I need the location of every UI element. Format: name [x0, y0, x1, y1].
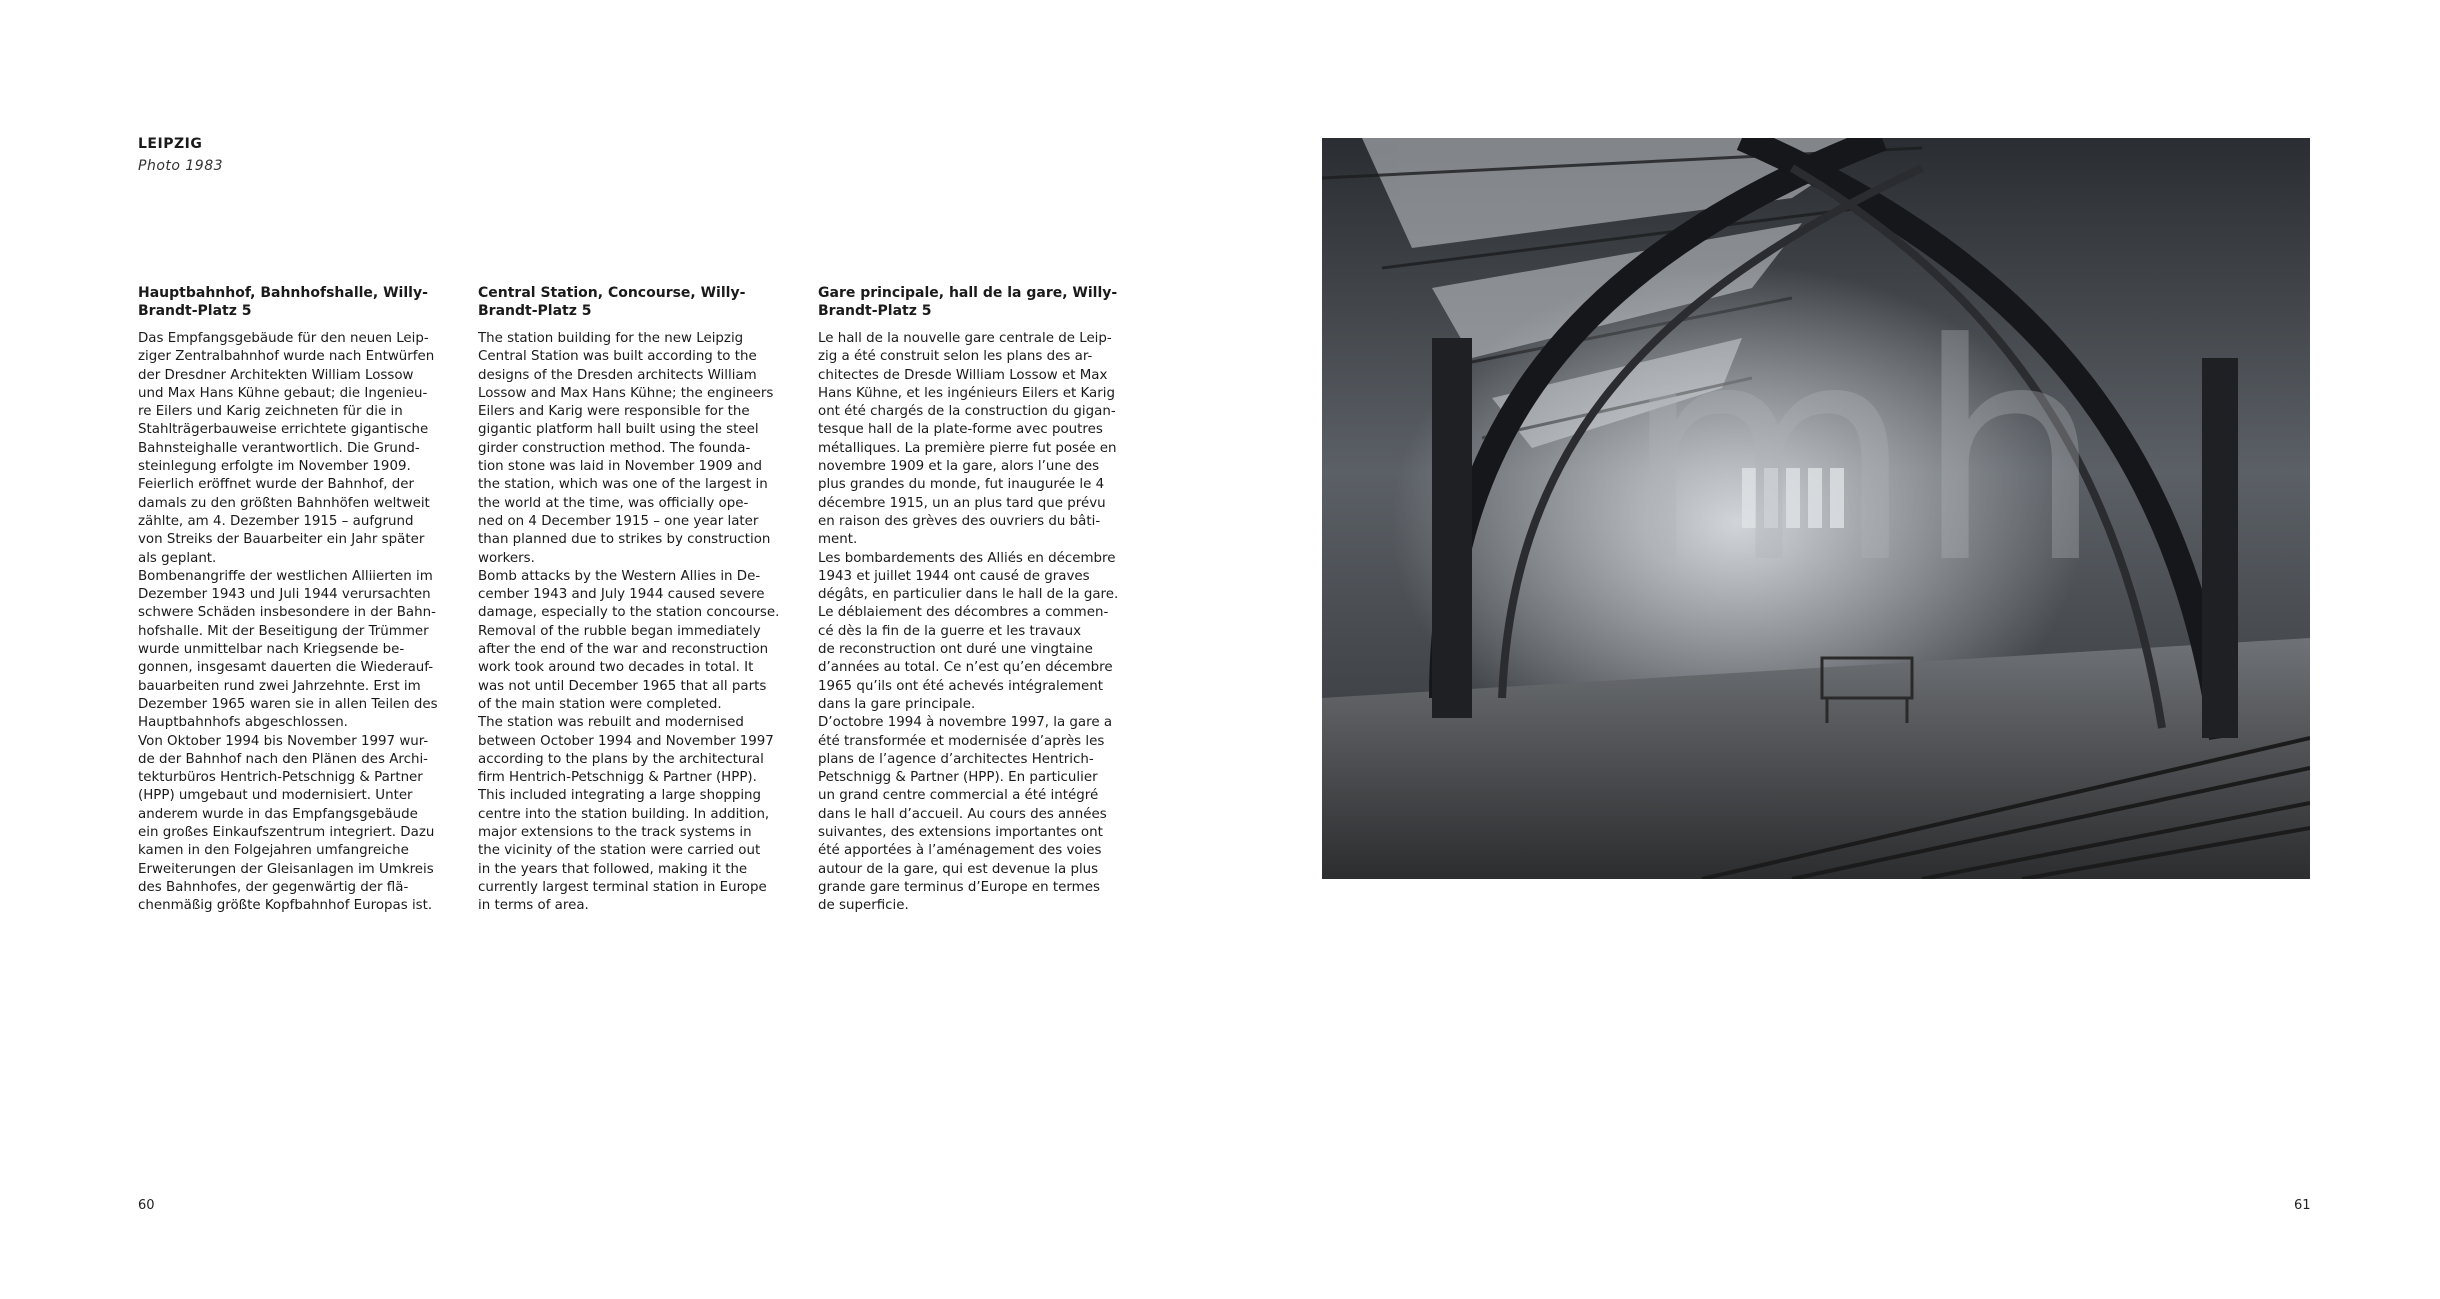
- german-column: [138, 284, 478, 916]
- page-number-right: 61: [2294, 1198, 2311, 1213]
- german-body: Das Empfangsgebäude für den neuen Leip- ziger Zentralbahnhof wurde nach Entwürfen der Dresdner Architekten William Lossow und Max Hans Kühne gebaut; die Ingenieu- re Eilers und Karig zeichneten für die in Stahlträgerbauweise errichtete gigantische Bahnsteighalle verantwortlich. Die Grund- steinlegung erfolgte im November 1909. Feierlich eröffnet wurde der Bahnhof, der damals zu den größten Bahnhöfen weltweit zählte, am 4. Dezember 1915 – aufgrund von Streiks der Bauarbeiter ein Jahr später als geplant. Bombenangriffe der westlichen Alliierten im Dezember 1943 und Juli 1944 verursachten schwere Schäden insbesondere in der Bahn- hofshalle. Mit der Beseitigung der Trümmer wurde unmittelbar nach Kriegsende be- gonnen, insgesamt dauerten die Wiederauf- bauarbeiten rund zwei Jahrzehnte. Erst im Dezember 1965 waren sie in allen Teilen des Hauptbahnhofs abgeschlossen. Von Oktober 1994 bis November 1997 wur- de der Bahnhof nach den Plänen des Archi- tekturbüros Hentrich-Petschnigg & Partner (HPP) umgebaut und modernisiert. Unter anderem wurde in das Empfangsgebäude ein großes Einkaufszentrum integriert. Dazu kamen in den Folgejahren umfangreiche Erweiterungen der Gleisanlagen im Umkreis des Bahnhofes, der gegenwärtig der flä- chenmäßig größte Kopfbahnhof Europas ist.: [138, 331, 438, 914]
- place-heading: LEIPZIG: [138, 136, 203, 152]
- german-title: Hauptbahnhof, Bahnhofshalle, Willy- Brandt-Platz 5: [138, 285, 428, 319]
- english-body: The station building for the new Leipzig Central Station was built according to the designs of the Dresden architects William Lossow and Max Hans Kühne; the engineers Eilers and Karig were responsible for the gigantic platform hall built using the steel girder construction method. The founda- tion stone was laid in November 1909 and the station, which was one of the largest in the world at the time, was officially ope- ned on 4 December 1915 – one year later than planned due to strikes by construction workers. Bomb attacks by the Western Allies in De- cember 1943 and July 1944 caused severe damage, especially to the station concourse. Removal of the rubble began immediately after the end of the war and reconstruction work took around two decades in total. It was not until December 1965 that all parts of the main station were completed. The station was rebuilt and modernised between October 1994 and November 1997 according to the plans by the architectural firm Hentrich-Petschnigg & Partner (HPP). This included integrating a large shopping centre into the station building. In addition, major extensions to the track systems in the vicinity of the station were carried out in the years that followed, making it the currently largest terminal station in Europe in terms of area.: [478, 331, 780, 914]
- french-title: Gare principale, hall de la gare, Willy- Brandt-Platz 5: [818, 285, 1118, 319]
- french-column: [818, 284, 1158, 916]
- page-number-left: 60: [138, 1198, 155, 1213]
- photo-watermark: mh: [1622, 280, 2105, 629]
- english-title: Central Station, Concourse, Willy- Brandt-Platz 5: [478, 285, 746, 319]
- english-column: [478, 284, 818, 916]
- photo-year: Photo 1983: [138, 158, 224, 174]
- french-body: Le hall de la nouvelle gare centrale de Leip- zig a été construit selon les plans des ar- chitectes de Dresde William Lossow et Max Hans Kühne, et les ingénieurs Eilers et Karig ont été chargés de la construction du gigan- tesque hall de la plate-forme avec poutres métalliques. La première pierre fut posée en novembre 1909 et la gare, alors l’une des plus grandes du monde, fut inaugurée le 4 décembre 1915, un an plus tard que prévu en raison des grèves des ouvriers du bâti- ment. Les bombardements des Alliés en décembre 1943 et juillet 1944 ont causé de graves dégâts, en particulier dans le hall de la gare. Le déblaiement des décombres a commen- cé dès la fin de la guerre et les travaux de reconstruction ont duré une vingtaine d’années au total. Ce n’est qu’en décembre 1965 qu’ils ont été achevés intégralement dans la gare principale. D’octobre 1994 à novembre 1997, la gare a été transformée et modernisée d’après les plans de l’agence d’architectes Hentrich- Petschnigg & Partner (HPP). En particulier un grand centre commercial a été intégré dans le hall d’accueil. Au cours des années suivantes, des extensions importantes ont été apportées à l’aménagement des voies autour de la gare, qui est devenue la plus grande gare terminus d’Europe en termes de superficie.: [818, 331, 1119, 914]
- station-hall-photo: [1322, 138, 2310, 879]
